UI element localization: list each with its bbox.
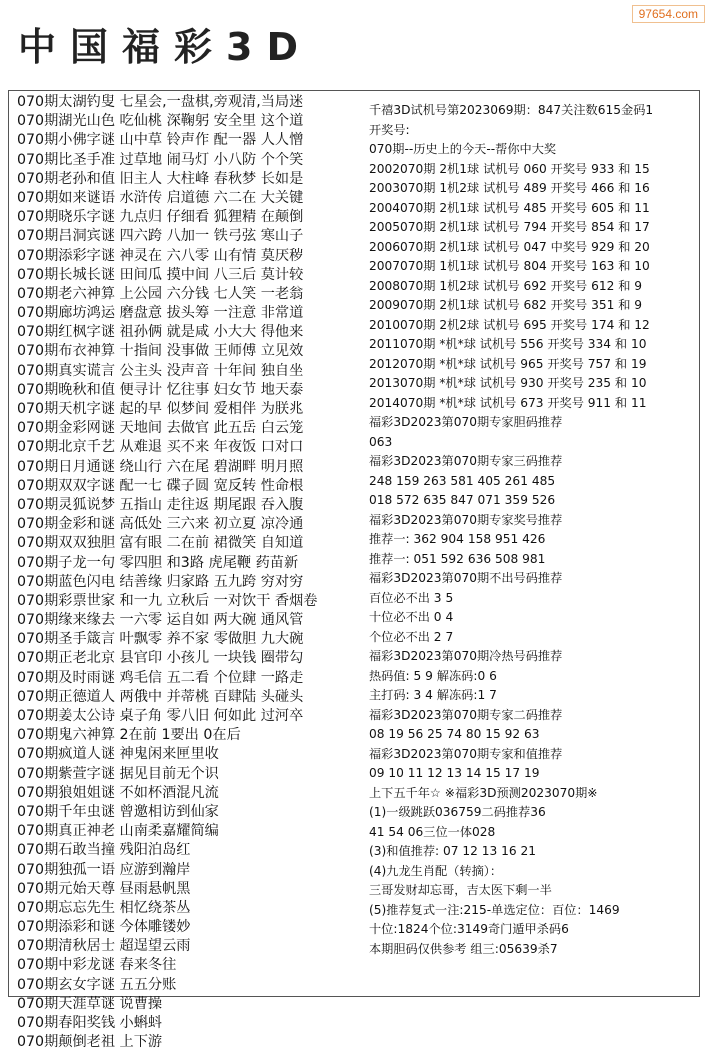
recommendation-line: 2012070期 *机*球 试机号 965 开奖号 757 和 19 xyxy=(369,356,647,371)
riddle-line: 070期蓝色闪电 结善缘 归家路 五九跨 穷对穷 xyxy=(17,573,304,590)
riddle-line: 070期金彩网谜 天地间 去做官 此五岳 白云笼 xyxy=(17,420,304,437)
recommendation-line: (5)推荐复式一注:215-单选定位：百位：1469 xyxy=(369,902,620,917)
recommendation-line: 2002070期 2机1球 试机号 060 开奖号 933 和 15 xyxy=(369,161,650,176)
riddle-line: 070期正德道人 两俄中 并蒂桃 百肆陆 头碰头 xyxy=(17,688,304,705)
recommendation-line: 福彩3D2023第070期专家奖号推荐 xyxy=(369,512,563,527)
riddle-line: 070期中彩龙谜 春来冬往 xyxy=(17,957,177,974)
recommendation-line: 41 54 06三位一体028 xyxy=(369,824,496,839)
recommendation-line: (1)一级跳跃036759二码推荐36 xyxy=(369,805,546,819)
riddle-line: 070期鬼六神算 2在前 1要出 0在后 xyxy=(17,727,241,744)
recommendation-line: 福彩3D2023第070期不出号码推荐 xyxy=(369,571,563,585)
riddle-line: 070期姜太公诗 桌子角 零八旧 何如此 过河卒 xyxy=(17,708,304,724)
riddle-line: 070期如来谜语 水浒传 启道德 六二在 大关键 xyxy=(17,189,304,206)
riddle-line: 070期独孤一语 应游到瀚岸 xyxy=(17,861,191,878)
riddle-line: 070期比圣手准 过草地 闹马灯 小八防 个个笑 xyxy=(17,151,304,168)
riddle-line: 070期圣手箴言 叶飘零 养不家 零做胆 九大碗 xyxy=(17,631,304,648)
recommendation-line: (4)九龙生肖配（转摘）： xyxy=(369,863,503,878)
recommendation-line: 十位:1824个位:3149奇门遁甲杀码6 xyxy=(369,922,569,936)
riddle-line: 070期小佛字谜 山中草 铃声作 配一器 人人憎 xyxy=(17,132,304,149)
riddle-line: 070期吕洞宾谜 四六跨 八加一 铁弓弦 寒山子 xyxy=(17,228,304,245)
recommendation-line: 018 572 635 847 071 359 526 xyxy=(369,493,556,507)
recommendation-line: 百位必不出 3 5 xyxy=(369,590,454,605)
recommendation-line: 推荐一: 051 592 636 508 981 xyxy=(369,551,546,566)
riddle-line: 070期玄女字谜 五五分账 xyxy=(17,976,177,993)
recommendation-line: 2009070期 2机1球 试机号 682 开奖号 351 和 9 xyxy=(369,298,643,312)
riddle-line: 070期彩票世家 和一九 立秋后 一对饮干 香烟卷 xyxy=(17,592,318,609)
riddle-line: 070期灵狐说梦 五指山 走往返 期尾跟 吞入腹 xyxy=(17,496,304,513)
riddle-line: 070期颠倒老祖 上下游 xyxy=(17,1034,163,1051)
site-watermark: 97654.com xyxy=(632,5,705,23)
riddle-line: 070期廊坊鸿运 磨盘意 拔头筹 一注意 非常道 xyxy=(17,305,304,322)
recommendation-line: 2007070期 1机1球 试机号 804 开奖号 163 和 10 xyxy=(369,259,650,273)
recommendation-line: 2008070期 1机2球 试机号 692 开奖号 612 和 9 xyxy=(369,278,643,293)
recommendation-line: 福彩3D2023第070期专家三码推荐 xyxy=(369,454,563,468)
recommendation-line: 推荐一: 362 904 158 951 426 xyxy=(369,532,546,546)
riddle-line: 070期布衣神算 十指间 没事做 王师傅 立见效 xyxy=(17,343,304,360)
riddle-column xyxy=(17,93,369,1052)
recommendation-line: 2014070期 *机*球 试机号 673 开奖号 911 和 11 xyxy=(369,395,647,410)
recommendation-line: 福彩3D2023第070期专家二码推荐 xyxy=(369,707,563,722)
recommendation-line: 十位必不出 0 4 xyxy=(369,610,454,624)
riddle-line: 070期老孙和值 旧主人 大柱峰 春秋梦 长如是 xyxy=(17,170,304,187)
riddle-line: 070期真实谎言 公主头 没声音 十年间 独自坐 xyxy=(17,362,304,379)
riddle-line: 070期天涯草谜 说曹操 xyxy=(17,995,163,1012)
recommendation-line: 千禧3D试机号第2023069期：847关注数615金码1 xyxy=(369,103,654,117)
recommendation-line: 08 19 56 25 74 80 15 92 63 xyxy=(369,727,540,741)
recommendation-line: 2004070期 2机1球 试机号 485 开奖号 605 和 11 xyxy=(369,200,650,215)
riddle-line: 070期子龙一句 零四胆 和3路 虎尾鞭 药苗新 xyxy=(17,554,299,571)
riddle-line: 070期千年虫谜 曾邀相访到仙家 xyxy=(17,803,219,820)
riddle-line: 070期天机字谜 起的早 似梦间 爱相伴 为朕兆 xyxy=(17,401,304,417)
riddle-line: 070期老六神算 上公园 六分钱 七人笑 一老翁 xyxy=(17,285,304,302)
riddle-line: 070期及时雨谜 鸡毛信 五二看 个位肆 一路走 xyxy=(17,669,304,686)
riddle-line: 070期双双独胆 富有眼 二在前 裙微笑 自知道 xyxy=(17,535,304,552)
riddle-line: 070期晓乐字谜 九点归 仔细看 狐狸精 在颠倒 xyxy=(17,209,304,226)
recommendation-line: 2011070期 *机*球 试机号 556 开奖号 334 和 10 xyxy=(369,337,647,351)
riddle-line: 070期双双字谜 配一七 碟子圆 宽反转 性命根 xyxy=(17,477,304,494)
riddle-line: 070期正老北京 县官印 小孩儿 一块钱 圈带勾 xyxy=(17,650,304,667)
page-title: 中国福彩3D xyxy=(18,25,312,69)
recommendation-line: 上下五千年☆ ※福彩3D预测2023070期※ xyxy=(369,785,598,800)
recommendation-column xyxy=(369,101,695,959)
recommendation-line: 开奖号: xyxy=(369,122,410,137)
recommendation-line: 热码值: 5 9 解冻码:0 6 xyxy=(369,668,497,683)
riddle-line: 070期清秋居士 超逞望云雨 xyxy=(17,938,191,955)
riddle-line: 070期日月通谜 绕山行 六在尾 碧湖畔 明月照 xyxy=(17,458,304,475)
recommendation-line: 09 10 11 12 13 14 15 17 19 xyxy=(369,766,540,780)
riddle-line: 070期红枫字谜 祖孙俩 就是咸 小大大 得他来 xyxy=(17,324,304,341)
recommendation-line: 2013070期 *机*球 试机号 930 开奖号 235 和 10 xyxy=(369,376,647,390)
riddle-line: 070期石敢当撞 残阳泊岛红 xyxy=(17,842,191,859)
riddle-line: 070期湖光山色 吃仙桃 深鞠躬 安全里 这个道 xyxy=(17,113,304,130)
riddle-line: 070期长城长谜 田间瓜 摸中间 八三后 莫计较 xyxy=(17,266,304,283)
recommendation-line: 福彩3D2023第070期专家胆码推荐 xyxy=(369,415,563,429)
recommendation-line: 三哥发财却忘哥，吉太医下剩一半 xyxy=(369,883,552,897)
recommendation-line: 个位必不出 2 7 xyxy=(369,629,454,644)
riddle-line: 070期缘来缘去 一六零 运自如 两大碗 通风管 xyxy=(17,612,304,629)
recommendation-line: 本期胆码仅供参考 组三:05639杀7 xyxy=(369,941,558,956)
recommendation-line: 福彩3D2023第070期专家和值推荐 xyxy=(369,746,563,761)
recommendation-line: 主打码: 3 4 解冻码:1 7 xyxy=(369,688,497,702)
recommendation-line: 063 xyxy=(369,434,393,449)
riddle-line: 070期元始天尊 昼雨悬帆黑 xyxy=(17,880,191,897)
recommendation-line: 2010070期 2机2球 试机号 695 开奖号 174 和 12 xyxy=(369,317,650,332)
riddle-line: 070期忘忘先生 相忆绕茶丛 xyxy=(17,899,191,916)
recommendation-line: 福彩3D2023第070期冷热号码推荐 xyxy=(369,649,563,663)
riddle-line: 070期疯道人谜 神鬼闲来匣里收 xyxy=(17,746,219,763)
riddle-line: 070期晚秋和值 便寻计 忆往事 妇女节 地天泰 xyxy=(17,381,304,398)
riddle-line: 070期添彩和谜 今体雕镂妙 xyxy=(17,919,191,936)
riddle-line: 070期春阳奖钱 小蝌蚪 xyxy=(17,1015,163,1031)
riddle-line: 070期北京千艺 从难退 买不来 年夜饭 口对口 xyxy=(17,439,304,456)
riddle-line: 070期紫萱字谜 据见目前无个识 xyxy=(17,765,219,782)
recommendation-line: 2005070期 2机1球 试机号 794 开奖号 854 和 17 xyxy=(369,220,650,234)
recommendation-line: 2003070期 1机2球 试机号 489 开奖号 466 和 16 xyxy=(369,181,650,195)
document-panel xyxy=(8,90,700,1051)
riddle-line: 070期金彩和谜 高低处 三六来 初立夏 凉冷通 xyxy=(17,516,304,533)
riddle-line: 070期真正神老 山南柔嘉耀简编 xyxy=(17,823,219,840)
riddle-line: 070期太湖钓叟 七星会,一盘棋,旁观清,当局迷 xyxy=(17,94,304,110)
recommendation-line: 248 159 263 581 405 261 485 xyxy=(369,473,556,488)
recommendation-line: 2006070期 2机1球 试机号 047 中奖号 929 和 20 xyxy=(369,239,650,254)
riddle-line: 070期添彩字谜 神灵在 六八零 山有情 莫厌秽 xyxy=(17,247,304,264)
riddle-line: 070期狼姐姐谜 不如杯酒混凡流 xyxy=(17,784,219,801)
recommendation-line: 070期--历史上的今天--帮你中大奖 xyxy=(369,142,557,156)
recommendation-line: (3)和值推荐: 07 12 13 16 21 xyxy=(369,844,537,858)
